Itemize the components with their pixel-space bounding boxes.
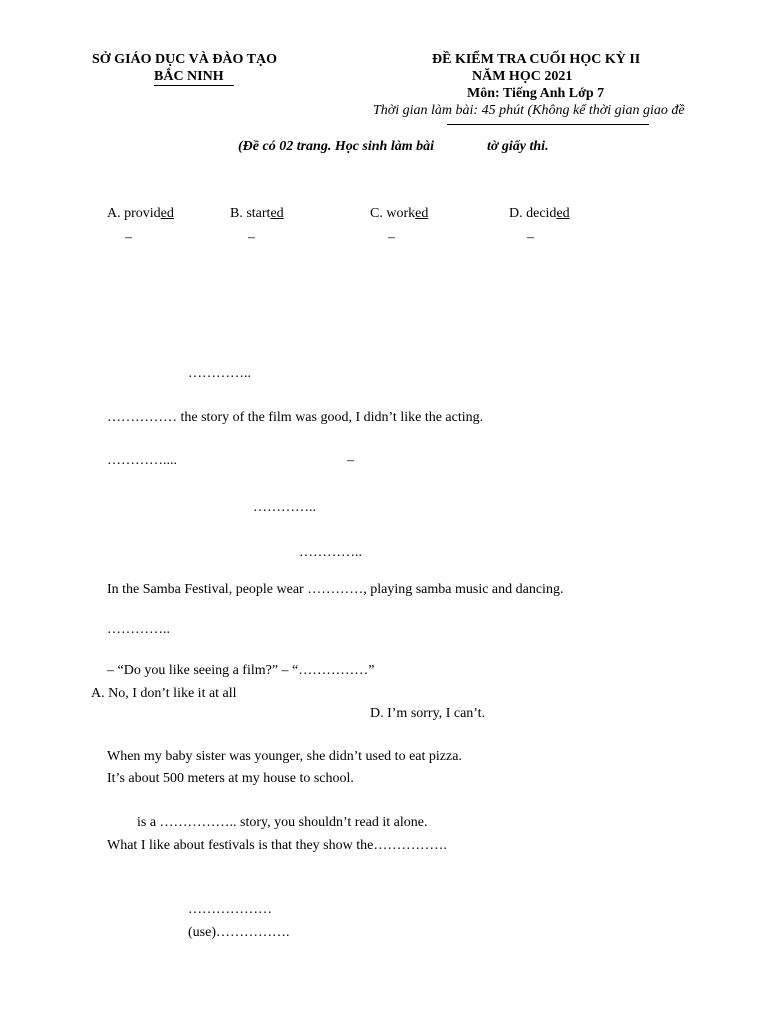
dash-2: –	[347, 453, 354, 468]
blank-3: …………..	[253, 500, 316, 515]
answer-a: A. No, I don’t like it at all	[91, 686, 237, 701]
option-a-stem: A. provid	[107, 206, 161, 221]
option-a-mark: –	[125, 230, 132, 245]
option-a-underlined: ed	[160, 206, 174, 221]
time-allowed: Thời gian làm bài: 45 phút (Không kể thời gian giao đề	[373, 103, 685, 118]
instruction-part1: (Đề có 02 trang. Học sinh làm bài	[238, 139, 435, 154]
option-b-mark: –	[248, 230, 255, 245]
department-name: SỞ GIÁO DỤC VÀ ĐÀO TẠO	[92, 52, 278, 67]
subject-grade: Môn: Tiếng Anh Lớp 7	[467, 86, 605, 101]
option-c-mark: –	[388, 230, 395, 245]
option-b-underlined: ed	[270, 206, 284, 221]
question-pizza: When my baby sister was younger, she didn’t used to eat pizza.	[107, 749, 462, 764]
blank-2: …………....	[107, 453, 177, 468]
instruction-part2: tờ giấy thi.	[487, 139, 549, 154]
school-year: NĂM HỌC 2021	[472, 69, 573, 84]
question-meters: It’s about 500 meters at my house to school.	[107, 771, 354, 786]
header-underline	[447, 124, 649, 125]
question-film: – “Do you like seeing a film?” – “……………”	[107, 663, 375, 678]
province-name: BẮC NINH	[154, 69, 224, 84]
option-d-stem: D. decid	[509, 206, 557, 221]
blank-1: …………..	[188, 366, 251, 381]
option-d-underlined: ed	[556, 206, 570, 221]
province-underline	[154, 85, 234, 86]
blank-7: (use)…………….	[188, 925, 290, 940]
option-c-underlined: ed	[415, 206, 429, 221]
answer-d: D. I’m sorry, I can’t.	[370, 706, 486, 721]
exam-title: ĐỀ KIỂM TRA CUỐI HỌC KỲ II	[432, 52, 641, 67]
blank-6: ………………	[188, 902, 272, 917]
question-story: is a …………….. story, you shouldn’t read it alone.	[137, 815, 428, 830]
option-b	[230, 206, 284, 222]
option-b-stem: B. start	[230, 206, 271, 221]
blank-5: …………..	[107, 622, 170, 637]
blank-4: …………..	[299, 545, 362, 560]
question-although: …………… the story of the film was good, I didn’t like the acting.	[107, 410, 484, 425]
option-c	[370, 206, 428, 222]
option-d	[509, 206, 570, 222]
option-c-stem: C. work	[370, 206, 416, 221]
option-a	[107, 206, 174, 222]
question-festivals: What I like about festivals is that they show the…………….	[107, 838, 447, 853]
option-d-mark: –	[527, 230, 534, 245]
question-samba: In the Samba Festival, people wear …………, playing samba music and dancing.	[107, 582, 564, 597]
